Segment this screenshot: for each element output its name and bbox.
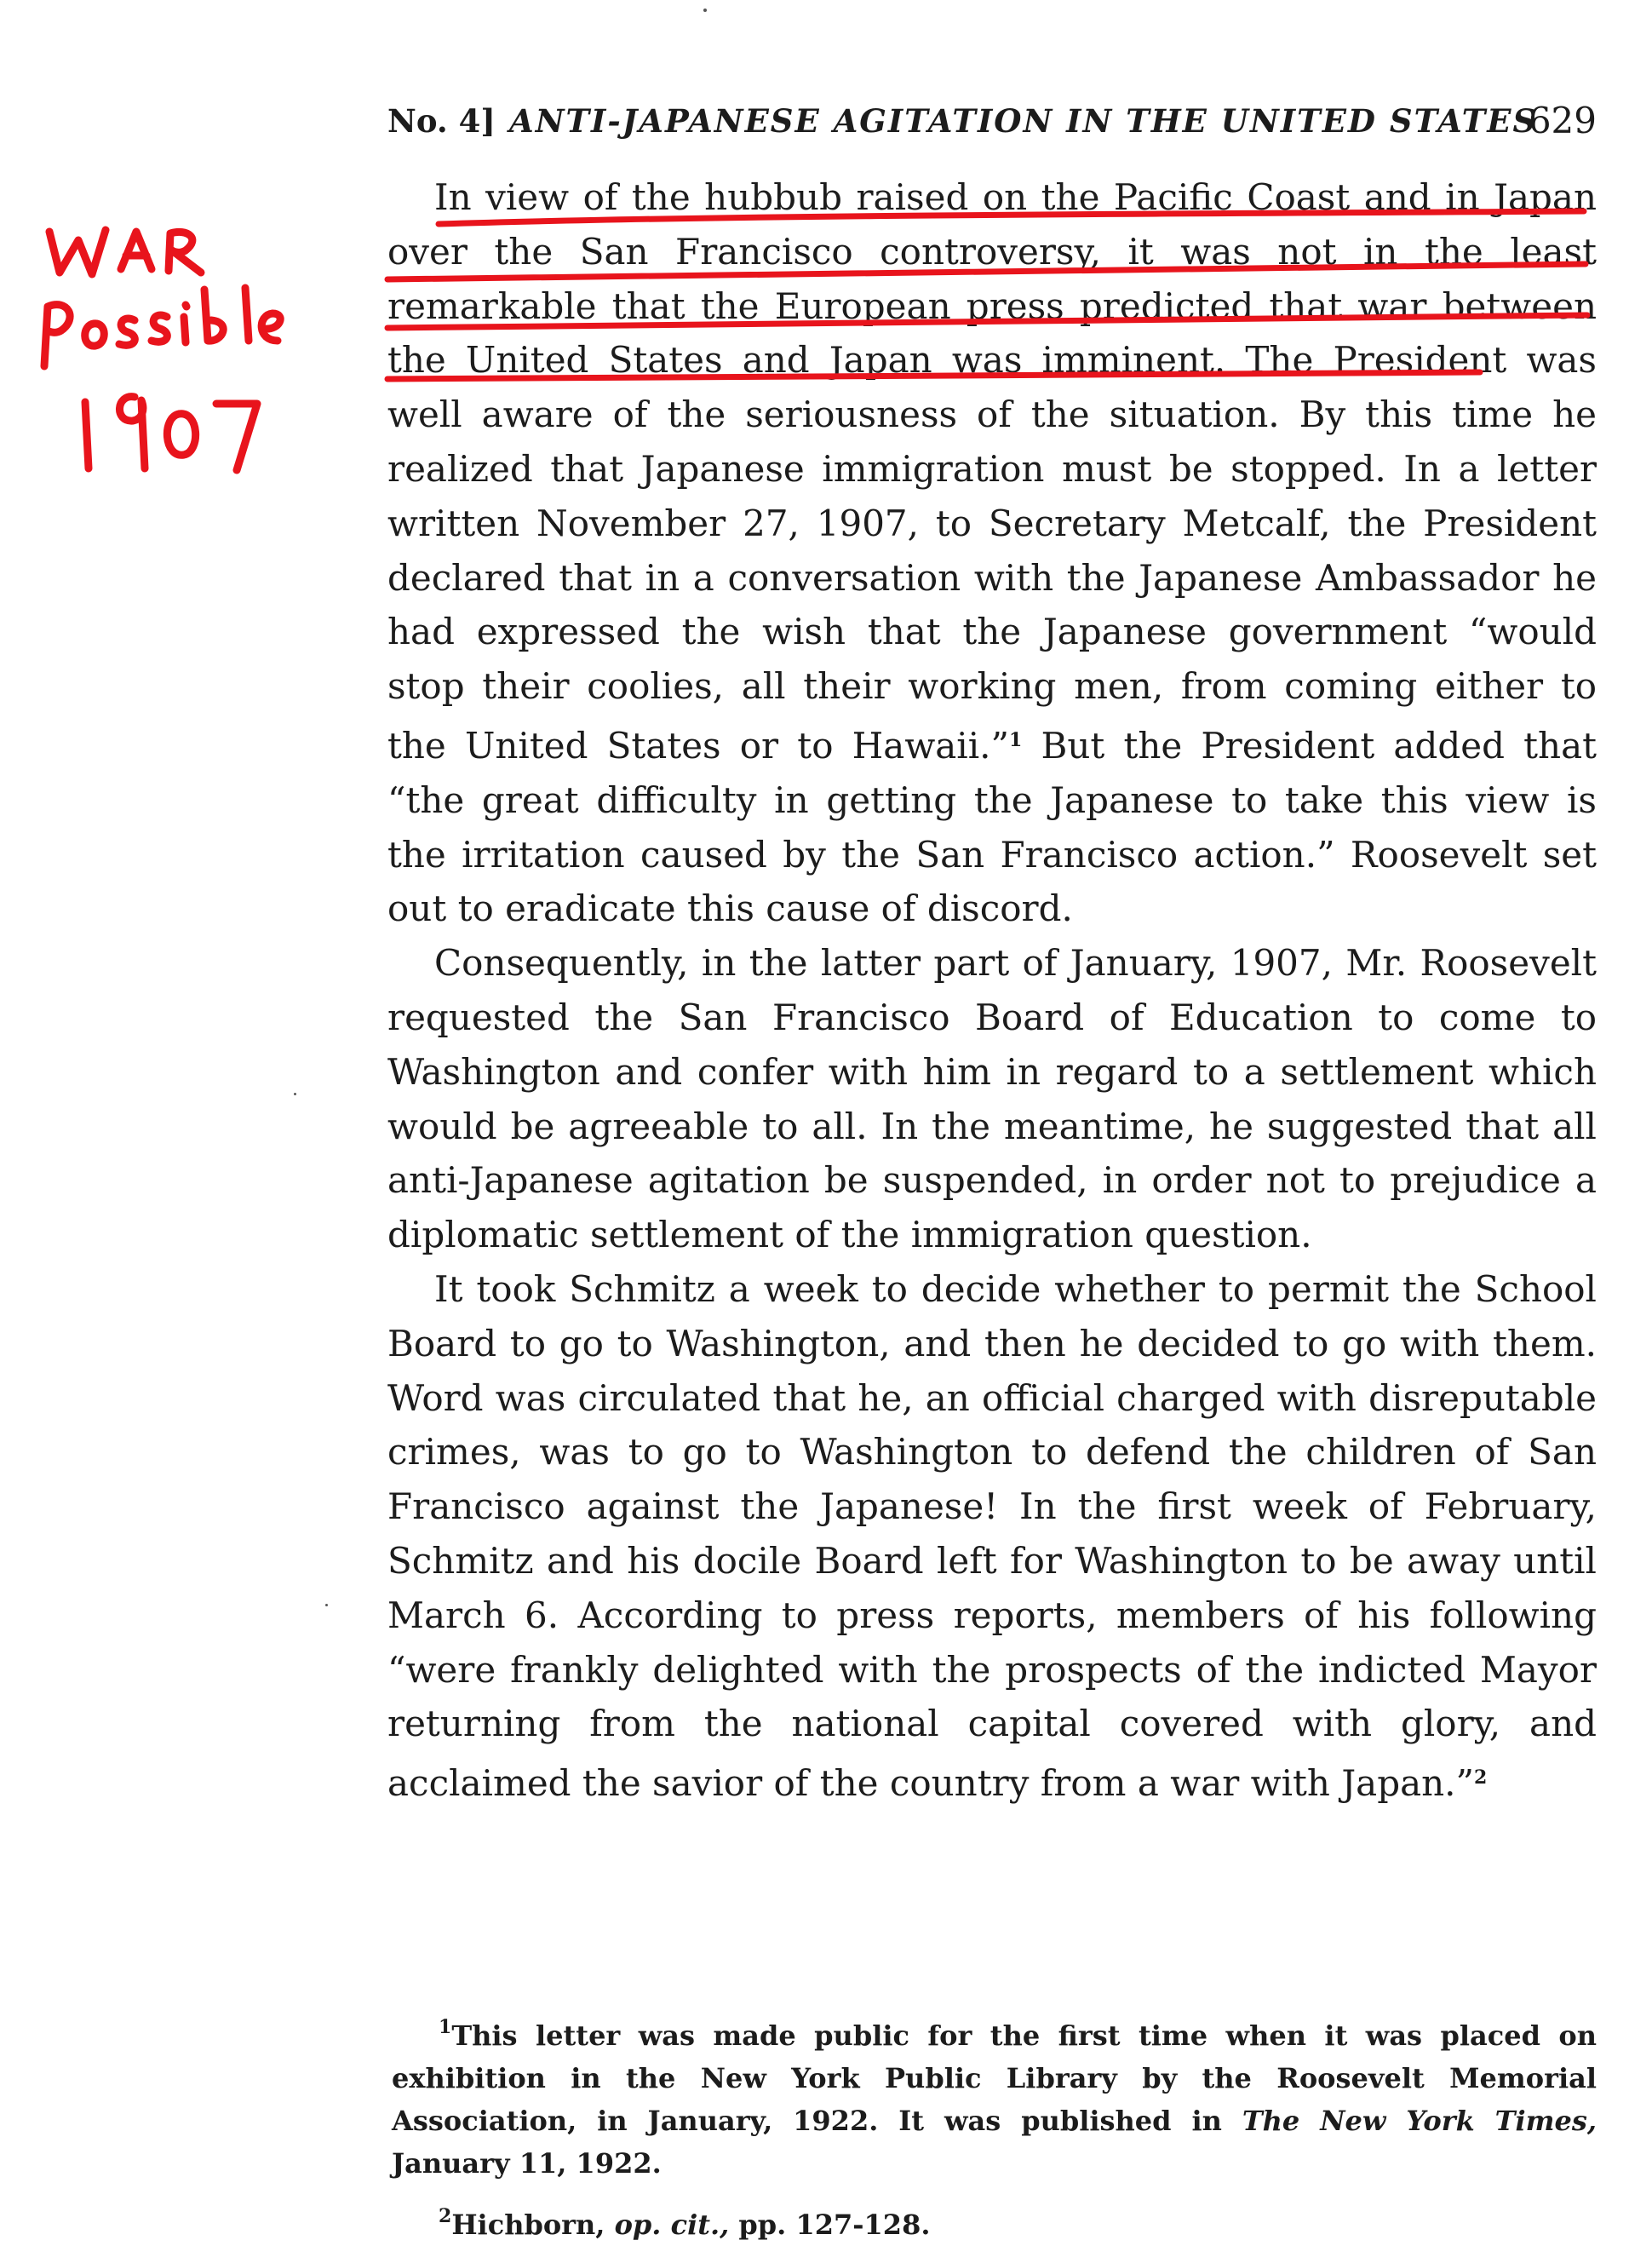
- footnote-text: January 11, 1922.: [392, 2147, 662, 2180]
- handwriting-r: [169, 232, 201, 273]
- handwriting-s: [119, 319, 135, 345]
- paragraph-text: It took Schmitz a week to decide whether to permit the School Board to go to Washington, and then he decided to go with them. Word was circulated that he, an official charged with disreputable crimes, was to go to Washington to defend the children of San Francisco against the Japanese! In the first week of February, Schmitz and his docile Board left for Washington to be away until March 6. According to press reports, members of his following “were frankly delighted with the prospects of the indicted Mayor returning from the national capital covered with glory, and acclaimed the savior of the country from a war with Japan.”: [387, 1267, 1597, 1805]
- handwriting-l: [245, 288, 249, 341]
- handwriting-0: [167, 414, 195, 455]
- handwriting-a: [121, 232, 152, 269]
- handwriting-7: [216, 404, 257, 470]
- scan-speck: [294, 1093, 296, 1095]
- running-title: ANTI-JAPANESE AGITATION IN THE UNITED STATES: [509, 102, 1538, 140]
- paragraph-text: In view of the hubbub raised on the Pacific Coast and in Japan over the San Francisco controversy, it was not in the least remarkable that the European press predicted that war between the United States and Japan was imminent. The President was well aware of the seriousness of the situation. By this time he realized that Japanese immigration must be stopped. In a letter written November 27, 1907, to Secretary Metcalf, the President declared that in a conversation with the Japanese Ambassador he had expressed the wish that the Japanese government “would stop their coolies, all their working men, from coming either to the United States or to Hawaii.”: [387, 176, 1597, 767]
- handwriting-i: [184, 305, 186, 342]
- paragraph: [387, 1262, 1597, 1811]
- paragraph-text: But the President added that “the great difficulty in getting the Japanese to take this view is the irritation caused by the San Francisco action.” Roosevelt set out to eradicate this cause of discord.: [387, 724, 1597, 930]
- footnote-text: Hichborn,: [451, 2209, 615, 2241]
- paragraph-text: Consequently, in the latter part of January, 1907, Mr. Roosevelt requested the San Francisco Board of Education to come to Washington and confer with him in regard to a settlement which would be agreeable to all. In the meantime, he suggested that all anti-Japanese agitation be suspended, in order not to prejudice a diplomatic settlement of the immigration question.: [387, 942, 1597, 1256]
- footnote-citation: The New York Times,: [1242, 2105, 1598, 2137]
- handwriting-e: [261, 313, 280, 341]
- handwriting-9: [119, 397, 145, 468]
- footnote-reference: 1: [1009, 728, 1023, 751]
- footnote-text: This letter was made public for the first time when it was placed on exhibition in the New York Public Library by the Roosevelt Memorial Association, in January, 1922. It was published in: [392, 2019, 1597, 2137]
- running-header: [387, 95, 1597, 146]
- section-number: No. 4]: [387, 102, 496, 140]
- footnote-marker: 1: [439, 2016, 452, 2038]
- handwriting-o: [85, 324, 105, 346]
- handwriting-strokes: [44, 230, 280, 470]
- footnote-citation: op. cit.,: [614, 2209, 730, 2241]
- footnote: [392, 2006, 1597, 2185]
- body-text: [387, 170, 1597, 1811]
- page-number: 629: [1528, 100, 1597, 141]
- footnote-marker: 2: [439, 2205, 452, 2227]
- handwritten-war-note: [34, 213, 358, 494]
- paragraph: [387, 936, 1597, 1262]
- scan-speck: [325, 1604, 328, 1606]
- handwriting-1: [85, 402, 89, 468]
- scan-speck: [703, 9, 707, 12]
- handwriting-b: [204, 290, 223, 341]
- footnote: [392, 2195, 1597, 2246]
- footnotes: [392, 2006, 1597, 2246]
- footnote-text: pp. 127-128.: [729, 2209, 931, 2241]
- handwriting-s: [152, 315, 167, 342]
- paragraph: [387, 170, 1597, 936]
- footnote-reference: 2: [1474, 1766, 1488, 1789]
- handwriting-w: [49, 230, 106, 274]
- handwriting-p: [44, 305, 70, 366]
